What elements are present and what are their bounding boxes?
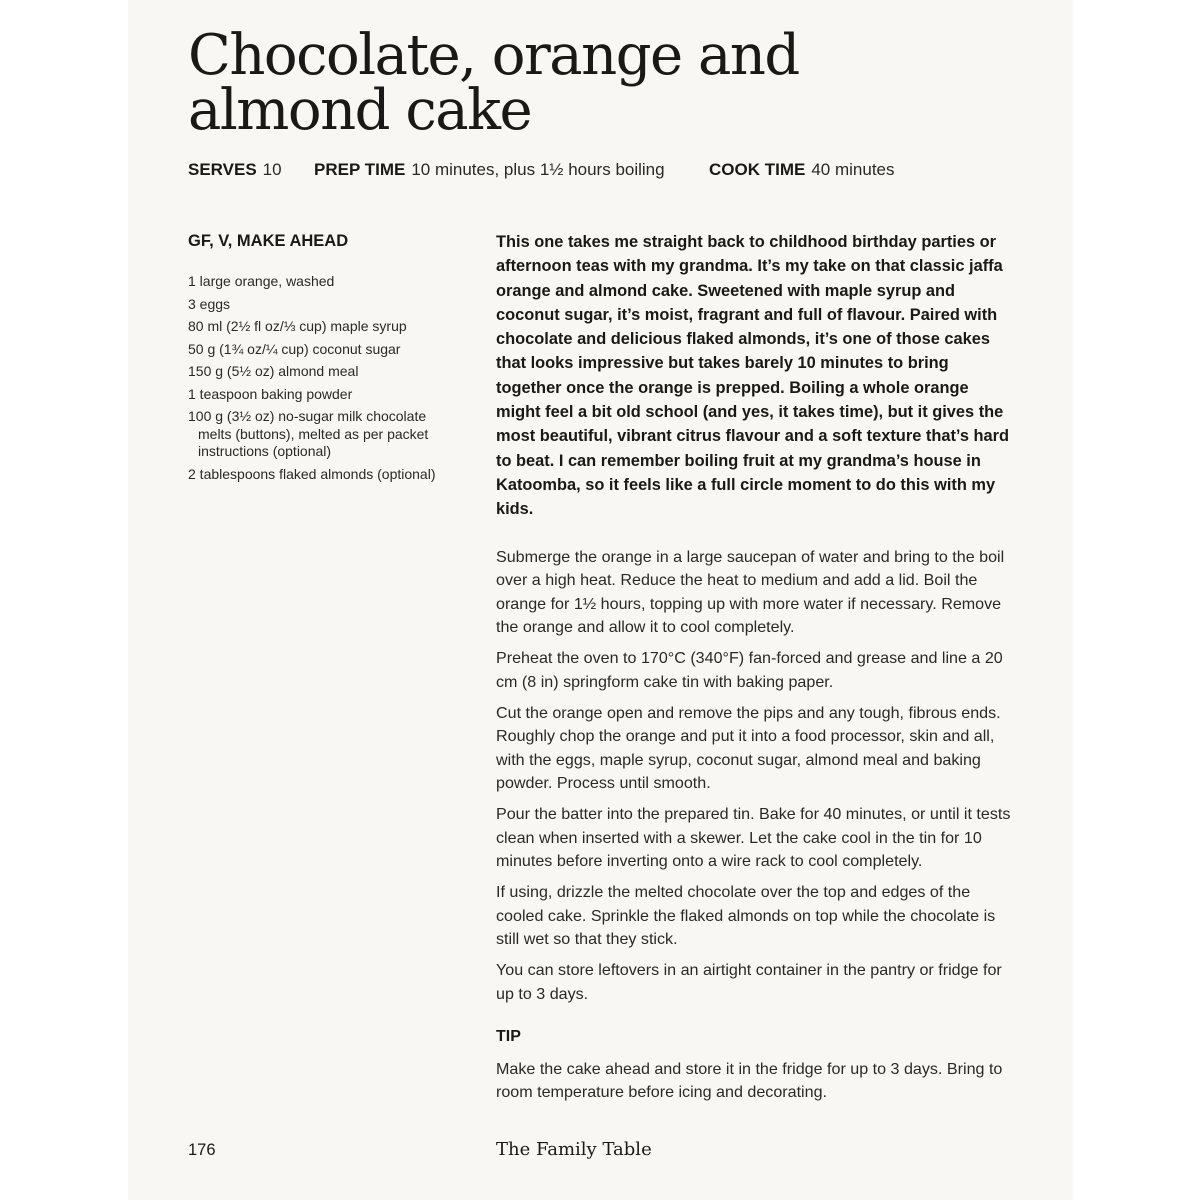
method-step: Submerge the orange in a large saucepan of water and bring to the boil over a high heat. Reduce the heat to medium and add a lid. Boil the orange for 1½ hours, topping up with more water if necessary. Remove the orange and allow it to cool completely. — [496, 548, 1005, 637]
ingredient-item: 3 eggs — [188, 295, 231, 312]
method-step: Cut the orange open and remove the pips and any tough, fibrous ends. Roughly chop the orange and put it into a food processor, skin and all, with the eggs, maple syrup, coconut sugar, almond meal and baking powder. Process until smooth. — [496, 704, 1001, 793]
serves-value: 10 — [262, 160, 282, 179]
tip-text: Make the cake ahead and store it in the fridge for up to 3 days. Bring to room temperature before icing and decorating. — [496, 1060, 1003, 1102]
page-number: 176 — [188, 1141, 216, 1159]
ingredient-item: 150 g (5½ oz) almond meal — [188, 363, 359, 379]
cook-time-info — [709, 160, 895, 180]
recipe-intro: This one takes me straight back to childhood birthday parties or afternoon teas with my grandma. It’s my take on that classic jaffa orange and almond cake. Sweetened with maple syrup and coconut sugar, it’s moist, fragrant and full of flavour. Paired with chocolate and delicious flaked almonds, it’s one of those cakes that looks impressive but takes barely 10 minutes to bring together once the orange is prepped. Boiling a whole orange might feel a bit old school (and yes, it takes time), but it gives the most beautiful, vibrant citrus flavour and a soft texture that’s hard to beat. I can remember boiling fruit at my grandma’s house in Katoomba, so it feels like a full circle moment to do this with my kids. — [496, 233, 1010, 519]
ingredient-item: 100 g (3½ oz) no-sugar milk chocolate melts (buttons), melted as per packet instructions (optional) — [188, 408, 429, 459]
method-step: If using, drizzle the melted chocolate over the top and edges of the cooled cake. Sprinkle the flaked almonds on top while the chocolate is still wet so that they stick. — [496, 883, 996, 949]
ingredient-item: 50 g (1¾ oz/¼ cup) coconut sugar — [188, 340, 401, 357]
method-step: Pour the batter into the prepared tin. Bake for 40 minutes, or until it tests clean when inserted with a skewer. Let the cake cool in the tin for 10 minutes before inverting onto a wire rack to cool completely. — [496, 805, 1011, 871]
ingredient-item: 1 teaspoon baking powder — [188, 385, 353, 402]
prep-time-label: PREP TIME — [314, 160, 406, 179]
tip-heading: TIP — [496, 1028, 521, 1045]
ingredient-item: 80 ml (2½ fl oz/⅓ cup) maple syrup — [188, 318, 407, 334]
method-steps — [496, 546, 1011, 1014]
book-page — [128, 0, 1073, 1200]
dietary-tags: GF, V, MAKE AHEAD — [188, 232, 349, 250]
recipe-meta — [188, 160, 1048, 184]
serves-info — [188, 160, 282, 180]
serves-label: SERVES — [188, 160, 257, 179]
ingredients-list — [188, 273, 463, 488]
cook-time-label: COOK TIME — [709, 160, 806, 179]
cook-time-value: 40 minutes — [811, 160, 895, 179]
ingredient-item: 2 tablespoons flaked almonds (optional) — [188, 465, 436, 482]
method-step: Preheat the oven to 170°C (340°F) fan-forced and grease and line a 20 cm (8 in) springform cake tin with baking paper. — [496, 649, 1003, 691]
prep-time-info — [314, 160, 665, 180]
recipe-title — [188, 23, 888, 143]
method-step: You can store leftovers in an airtight container in the pantry or fridge for up to 3 days. — [496, 961, 1002, 1003]
prep-time-value: 10 minutes, plus 1½ hours boiling — [411, 160, 665, 179]
book-title: The Family Table — [496, 1139, 652, 1160]
recipe-title-line: almond cake — [188, 78, 532, 143]
ingredient-item: 1 large orange, washed — [188, 273, 335, 289]
recipe-title-line: Chocolate, orange and — [188, 23, 799, 88]
